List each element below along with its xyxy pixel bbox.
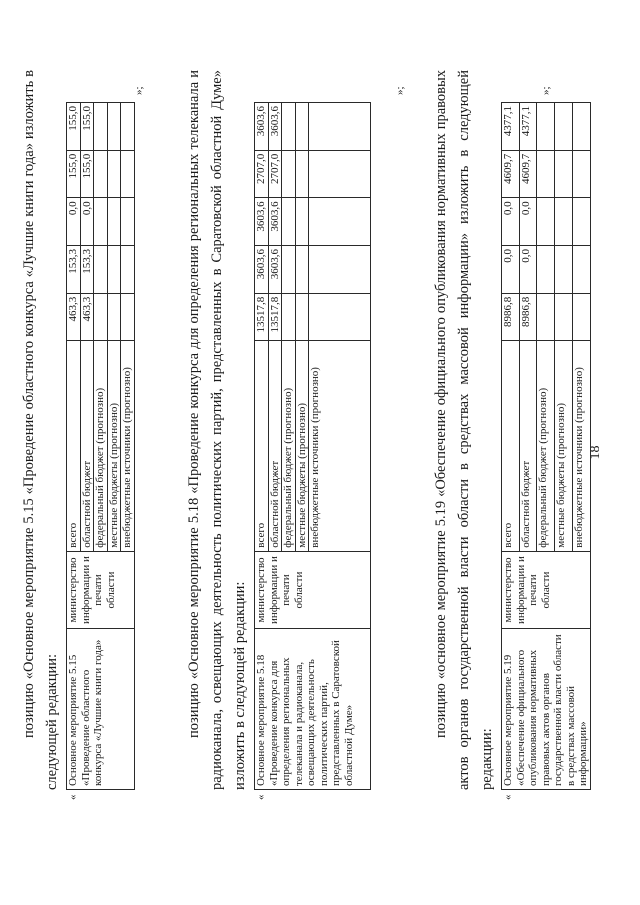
close-quote: »; [540, 86, 552, 95]
table-cell [572, 103, 590, 151]
table-cell [572, 293, 590, 341]
source-label: областной бюджет [80, 341, 94, 551]
table-cell [282, 198, 296, 246]
table-cell [282, 150, 296, 198]
table-row [255, 103, 269, 790]
table-cell [94, 293, 108, 341]
table-cell: 4377,1 [502, 103, 520, 151]
table-cell [295, 246, 309, 294]
source-label: областной бюджет [519, 341, 537, 551]
table-cell: 0,0 [80, 198, 94, 246]
table-cell [537, 246, 555, 294]
table-cell [537, 150, 555, 198]
intro-first-line: позицию «Основное мероприятие 5.15 «Проведение областного конкурса «Лучшие книги года» изложить [21, 80, 37, 738]
open-quote: « [255, 794, 267, 800]
table-cell [537, 198, 555, 246]
source-label: местные бюджеты (прогнозно) [107, 341, 121, 551]
table-cell: 3603,6 [255, 246, 269, 294]
table-cell: 155,0 [67, 103, 81, 151]
table-cell: 4609,7 [519, 150, 537, 198]
table-cell [309, 293, 371, 341]
table-cell [309, 103, 371, 151]
table-cell [94, 150, 108, 198]
table-cell: 463,3 [80, 293, 94, 341]
activity-name-text: Основное мероприятие 5.18 «Проведение конкурса для определения региональных телеканала и радиоканала, освещающих деятельность политических партий, представленных в Саратовской областной Думе» [255, 640, 355, 786]
table-cell: 2707,0 [255, 150, 269, 198]
activity-name-text: Основное мероприятие 5.15 «Проведение областного конкурса «Лучшие книги года» [67, 639, 104, 786]
executor: министерство информации и печати области [67, 551, 135, 629]
intro-rest: в следующей редакции: [21, 69, 60, 790]
table-cell: 0,0 [519, 246, 537, 294]
table-cell [295, 150, 309, 198]
table-cell: 0,0 [519, 198, 537, 246]
source-label: федеральный бюджет (прогнозно) [537, 341, 555, 551]
activity-table [501, 102, 591, 800]
table-cell [572, 198, 590, 246]
activity-table [66, 102, 135, 800]
source-label: федеральный бюджет (прогнозно) [282, 341, 296, 551]
table-cell: 13517,8 [268, 293, 282, 341]
section-intro [430, 70, 499, 790]
close-quote: »; [394, 86, 406, 95]
table-cell: 3603,6 [268, 103, 282, 151]
table-cell: 153,3 [80, 246, 94, 294]
table-cell [537, 293, 555, 341]
table-cell [121, 103, 135, 151]
table-cell: 3603,6 [255, 198, 269, 246]
table-cell: 3603,6 [268, 246, 282, 294]
table-cell [295, 293, 309, 341]
table-cell [555, 150, 573, 198]
table-row [67, 103, 81, 790]
table-cell [107, 293, 121, 341]
table-cell [107, 103, 121, 151]
table-cell [121, 246, 135, 294]
table-cell [121, 293, 135, 341]
table-cell [555, 198, 573, 246]
table-cell: 4377,1 [519, 103, 537, 151]
section-intro [183, 70, 252, 790]
table-cell [94, 103, 108, 151]
activity-name-text: Основное мероприятие 5.19 «Обеспечение официального опубликования нормативных правовых актов органов государственной власти области в средствах массовой информации» [502, 634, 589, 786]
table-cell: 155,0 [80, 150, 94, 198]
table-cell: 0,0 [67, 198, 81, 246]
table-cell: 155,0 [67, 150, 81, 198]
table-row [502, 103, 520, 790]
section-5-18 [183, 69, 371, 800]
table-cell: 463,3 [67, 293, 81, 341]
table-cell [282, 103, 296, 151]
section-5-15 [18, 69, 135, 800]
page-number: 18 [588, 445, 603, 460]
table-cell [555, 293, 573, 341]
intro-rest: и радиоканала, освещающих деятельность политических партий, представленных в Саратовской областной Думе» изложить в следующей редакции: [186, 69, 248, 790]
table-cell [107, 198, 121, 246]
source-label: всего [67, 341, 81, 551]
executor: министерство информации и печати области [255, 551, 371, 629]
table-cell [121, 198, 135, 246]
table-cell: 155,0 [80, 103, 94, 151]
intro-first-line: позицию «Основное мероприятие 5.18 «Проведение конкурса для определения региональных телеканала [186, 81, 202, 738]
section-5-19 [430, 69, 591, 800]
source-label: федеральный бюджет (прогнозно) [94, 341, 108, 551]
table-cell: 153,3 [67, 246, 81, 294]
table-cell [107, 150, 121, 198]
table-cell [309, 198, 371, 246]
open-quote: « [502, 794, 514, 800]
table-cell [282, 293, 296, 341]
table-cell: 8986,8 [502, 293, 520, 341]
table-cell [121, 150, 135, 198]
table-cell: 8986,8 [519, 293, 537, 341]
table-cell [295, 198, 309, 246]
table-cell [572, 246, 590, 294]
table-cell: 3603,6 [255, 103, 269, 151]
source-label: областной бюджет [268, 341, 282, 551]
table-cell [282, 246, 296, 294]
intro-first-line: позицию «основное мероприятие 5.19 «Обеспечение официального опубликования нормативных правовых актов [433, 70, 472, 790]
table-cell [94, 198, 108, 246]
table-cell [555, 246, 573, 294]
source-label: всего [255, 341, 269, 551]
table-cell [555, 103, 573, 151]
table-cell [572, 150, 590, 198]
activity-table [254, 102, 371, 800]
activity-name [502, 629, 591, 800]
source-label: местные бюджеты (прогнозно) [555, 341, 573, 551]
table-cell [295, 103, 309, 151]
table-cell [107, 246, 121, 294]
table-cell: 3603,6 [268, 198, 282, 246]
table-cell: 4609,7 [502, 150, 520, 198]
open-quote: « [67, 794, 79, 800]
source-label: местные бюджеты (прогнозно) [295, 341, 309, 551]
executor: министерство информации и печати области [502, 551, 591, 629]
intro-rest: органов государственной власти области в средствах массовой информации» изложить в следующей редакции: [456, 69, 495, 790]
activity-name [67, 629, 135, 800]
source-label: всего [502, 341, 520, 551]
table-cell: 2707,0 [268, 150, 282, 198]
table-cell [309, 150, 371, 198]
table-cell [94, 246, 108, 294]
section-intro [18, 70, 64, 790]
table-cell: 13517,8 [255, 293, 269, 341]
source-label: внебюджетные источники (прогнозно) [309, 341, 371, 551]
activity-name [255, 629, 371, 800]
table-cell: 0,0 [502, 246, 520, 294]
close-quote: »; [133, 86, 145, 95]
source-label: внебюджетные источники (прогнозно) [572, 341, 590, 551]
table-cell [309, 246, 371, 294]
source-label: внебюджетные источники (прогнозно) [121, 341, 135, 551]
table-cell: 0,0 [502, 198, 520, 246]
table-cell [537, 103, 555, 151]
